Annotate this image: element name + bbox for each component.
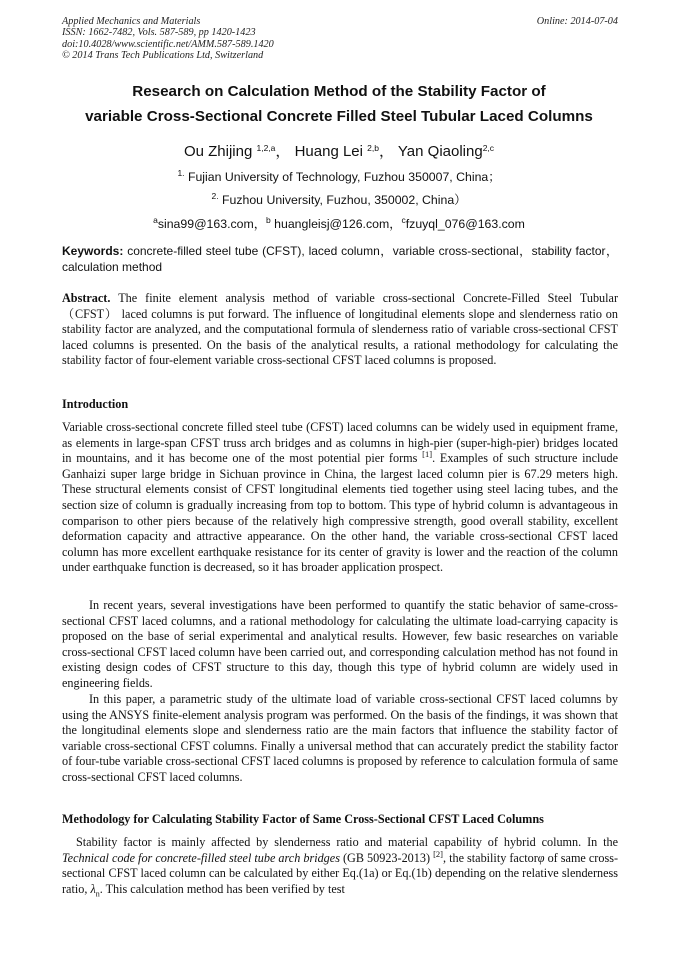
paragraph-text: In recent years, several investigations have been performed to quantify the static behavior of same-cross-sectional CFST laced columns, and a rational methodology for calculating the ultimate load-carrying capacity is proposed on the base of serial experimental and analytical results. However, few basic researches on variable cross-sectional CFST laced column have been carried out, and corresponding calculation method has not found in existing design codes of CFST structure to this day, though this type of hybrid column are widely used in engineering fields.	[62, 598, 618, 690]
keywords	[62, 244, 618, 275]
methodology-paragraph	[62, 835, 618, 902]
abstract-text: The finite element analysis method of variable cross-sectional Concrete-Filled Steel Tubular （CFST） laced columns is put forward. The influence of longitudinal elements slope and slenderness ratio on stability factor are analyzed, and the computational formula of slenderness ratio of variable cross-sectional CFST laced columns is presented. On the basis of the analytical results, a rational methodology for calculating the stability factor of four-element variable cross-sectional CFST laced columns is proposed.	[62, 291, 618, 368]
copyright-line: © 2014 Trans Tech Publications Ltd, Switzerland	[62, 50, 264, 62]
abstract	[62, 291, 618, 369]
affiliation-mark: 1.	[177, 168, 185, 178]
author-name: Ou Zhijing	[183, 143, 257, 160]
phi-symbol: φ	[537, 850, 545, 865]
paragraph-text: . Examples of such structure include Ganhaizi super large bridge in Sichuan province in China, the largest laced column pier is 67.29 meters high. These structural elements consist of CFST longitudinal elements tied together using steel lacing tubes, and the section size of column is gradually increasing from top to bottom. This type of hybrid column is advantageous in comparison to other piers because of the relatively high compressive strength, good overall stability, excellent deformation capacity and attractive appearance. On the other hand, the variable cross-sectional CFST laced column has more excellent earthquake resistance for its center of gravity is lower and the reaction of the column under earthquake function is decreased, so it has broader application prospect.	[62, 451, 618, 575]
journal-header	[62, 16, 618, 62]
author-name: Huang Lei	[294, 143, 368, 160]
affiliation-text: Fujian University of Technology, Fuzhou 350007, China；	[184, 170, 501, 184]
doi-line: doi:10.4028/www.scientific.net/AMM.587-589.1420	[62, 38, 274, 50]
paragraph-text: (GB 50923-2013)	[339, 850, 434, 865]
introduction-paragraph-3	[62, 692, 618, 786]
affiliation-1	[40, 167, 638, 185]
author-affiliation-mark: 2,b	[367, 143, 379, 153]
journal-name: Applied Mechanics and Materials	[62, 16, 201, 27]
affiliation-mark: 2.	[211, 191, 219, 201]
lambda-symbol: λ	[90, 881, 96, 896]
code-title: Technical code for concrete-filled steel tube arch bridges	[62, 850, 340, 865]
citation: [2]	[433, 848, 443, 859]
author-emails	[40, 214, 638, 232]
paragraph-text: Variable cross-sectional concrete filled steel tube (CFST) laced columns can be widely used in equipment frame, as elements in large-span CFST truss arch bridges and as columns in high-pier (super-high-pier) bridges located in mountains, and it has become one of the most potential pier forms	[62, 420, 618, 466]
citation: [1]	[422, 449, 433, 460]
email-a: sina99@163.com，	[157, 217, 267, 231]
paragraph-text: , the stability factor	[442, 850, 538, 865]
keywords-label: Keywords:	[62, 244, 124, 258]
lambda-subscript: n	[95, 889, 100, 899]
affiliation-text: Fuzhou University, Fuzhou, 350002, China）	[218, 193, 467, 207]
author-affiliation-mark: 1,2,a	[256, 143, 276, 153]
keywords-text: concrete-filled steel tube (CFST), laced column，variable cross-sectional，stability factor， calculation method	[62, 244, 618, 274]
author-separator: ，	[378, 143, 394, 160]
author-separator: ，	[275, 143, 291, 160]
email-mark: b	[266, 215, 271, 225]
paper-title-line-1: Research on Calculation Method of the Stability Factor of	[132, 83, 546, 100]
abstract-label: Abstract.	[62, 291, 111, 305]
paragraph-text: In this paper, a parametric study of the ultimate load of variable cross-sectional CFST laced columns by using the ANSYS finite-element analysis program was performed. On the basis of the findings, it was shown that the longitudinal elements slope and slenderness ratio are the main factors that influence the stability factor of variable cross-sectional CFST columns. Finally a universal method that can accurately predict the stability factor of four-tube variable cross-sectional CFST laced columns is proposed by reference to calculation formula of same cross-sectional CFST laced columns.	[62, 692, 618, 784]
author-affiliation-mark: 2,c	[482, 143, 495, 153]
email-c: fzuyql_076@163.com	[405, 217, 525, 231]
email-mark: c	[401, 215, 406, 225]
introduction-paragraph-1	[62, 420, 618, 576]
author-list	[40, 140, 638, 161]
issn-line: ISSN: 1662-7482, Vols. 587-589, pp 1420-1423	[62, 27, 256, 39]
affiliation-2	[40, 190, 638, 208]
author-name: Yan Qiaoling	[397, 143, 483, 160]
email-b: huangleisj@126.com，	[270, 217, 402, 231]
email-mark: a	[153, 215, 158, 225]
paragraph-text: Stability factor is mainly affected by slenderness ratio and material capability of hybrid column. In the	[76, 835, 618, 849]
online-date: Online: 2014-07-04	[536, 16, 618, 27]
methodology-heading: Methodology for Calculating Stability Factor of Same Cross-Sectional CFST Laced Columns	[62, 812, 544, 826]
introduction-paragraph-2	[62, 598, 618, 692]
paragraph-text: . This calculation method has been verified by test	[99, 881, 345, 896]
paragraph-text: of same cross-sectional CFST laced column can be calculated by either Eq.(1a) or Eq.(1b) depending on the relative slenderness ratio,	[62, 850, 618, 896]
introduction-heading: Introduction	[62, 397, 129, 411]
paper-title-line-2: variable Cross-Sectional Concrete Filled Steel Tubular Laced Columns	[85, 108, 593, 125]
